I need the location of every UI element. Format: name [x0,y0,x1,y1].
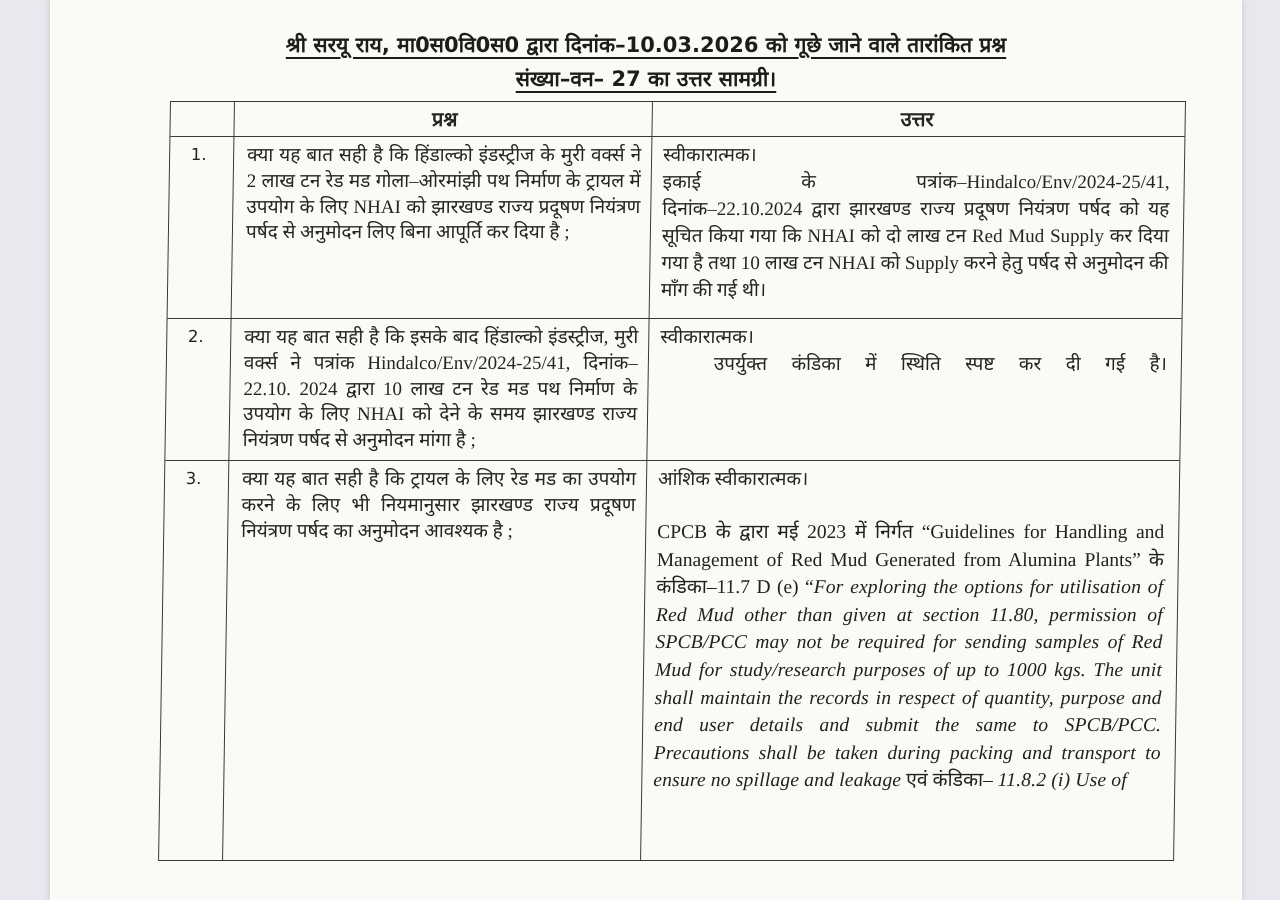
table-header-row [170,102,1185,136]
table-row [168,136,1185,318]
answer-intro-line: इकाई के पत्रांक–Hindalco/Env/2024-25/41, [662,172,1170,193]
answer-cell [641,461,1179,860]
answer-status: आंशिक स्वीकारात्मक। [657,468,809,490]
answer-status: स्वीकारात्मक। [660,327,755,348]
header-question-cell: प्रश्न [234,102,653,136]
answer-cell [647,319,1181,460]
row-number: 2. [165,319,231,460]
question-cell [229,319,649,460]
question-text: क्या यह बात सही है कि ट्रायल के लिए रेड मड का उपयोग करने के लिए भी नियमानुसार झारखण्ड राज्य प्रदूषण नियंत्रण पर्षद का अनुमोदन आवश्यक है ; [241,468,637,542]
answer-status: स्वीकारात्मक। [662,145,757,166]
title-line-2: संख्या–वन– 27 का उत्तर सामग्री। [515,67,777,91]
question-cell [223,461,647,860]
answer-text: दिनांक–22.10.2024 द्वारा झारखण्ड राज्य प्रदूषण नियंत्रण पर्षद को यह सूचित किया गया कि NHAI को दो लाख टन Red Mud Supply कर दिया गया है तथा 10 लाख टन NHAI को Supply करने हेतु पर्षद से अनुमोदन की माँग की गई थी। [660,199,1170,301]
question-text: क्या यह बात सही है कि इसके बाद हिंडाल्को इंडस्ट्रीज, मुरी वर्क्स ने पत्रांक Hindalco/Env/2024-25/41, दिनांक–22.10. 2024 द्वारा 10 लाख टन रेड मड पथ निर्माण के उपयोग के लिए NHAI को देने के समय झारखण्ड राज्य नियंत्रण पर्षद से अनुमोदन मांगा है ; [242,327,639,452]
title-line-1: श्री सरयू राय, मा0स0वि0स0 द्वारा दिनांक–10.03.2026 को गूछे जाने वाले तारांकित प्रश्न [285,33,1007,57]
question-cell [232,137,653,318]
document-title [50,0,1242,96]
row-number: 3. [159,461,229,860]
answer-guideline-text: CPCB के द्वारा मई 2023 में निर्गत “Guidelines for Handling and Management of Red Mud Generated from Alumina Plants” के कंडिका–11.7 D (e) “For exploring the options for utilisation of Red Mud other than given at section 11.80, permission of SPCB/PCC may not be required for sending samples of Red Mud for study/research purposes of up to 1000 kgs. The unit shall maintain the records in respect of quantity, purpose and end user details and submit the same to SPCB/PCC. Precautions shall be taken during packing and transport to ensure no spillage and leakage एवं कंडिका– 11.8.2 (i) Use of [653,521,1165,792]
question-answer-table [158,101,1186,861]
row-number: 1. [168,137,235,318]
header-number-cell [170,102,235,136]
answer-cell [650,137,1185,318]
header-answer-cell: उत्तर [900,107,934,131]
scanned-document-page [50,0,1242,900]
table-row [159,460,1179,860]
answer-text: उपर्युक्त कंडिका में स्थिति स्पष्ट कर दी गई है। [713,354,1168,375]
question-text: क्या यह बात सही है कि हिंडाल्को इंडस्ट्रीज के मुरी वर्क्स ने 2 लाख टन रेड मड गोला–ओरमांझी पथ निर्माण के ट्रायल में उपयोग के लिए NHAI को झारखण्ड राज्य प्रदूषण नियंत्रण पर्षद से अनुमोदन लिए बिना आपूर्ति कर दिया है ; [245,145,642,244]
table-row [165,318,1181,460]
